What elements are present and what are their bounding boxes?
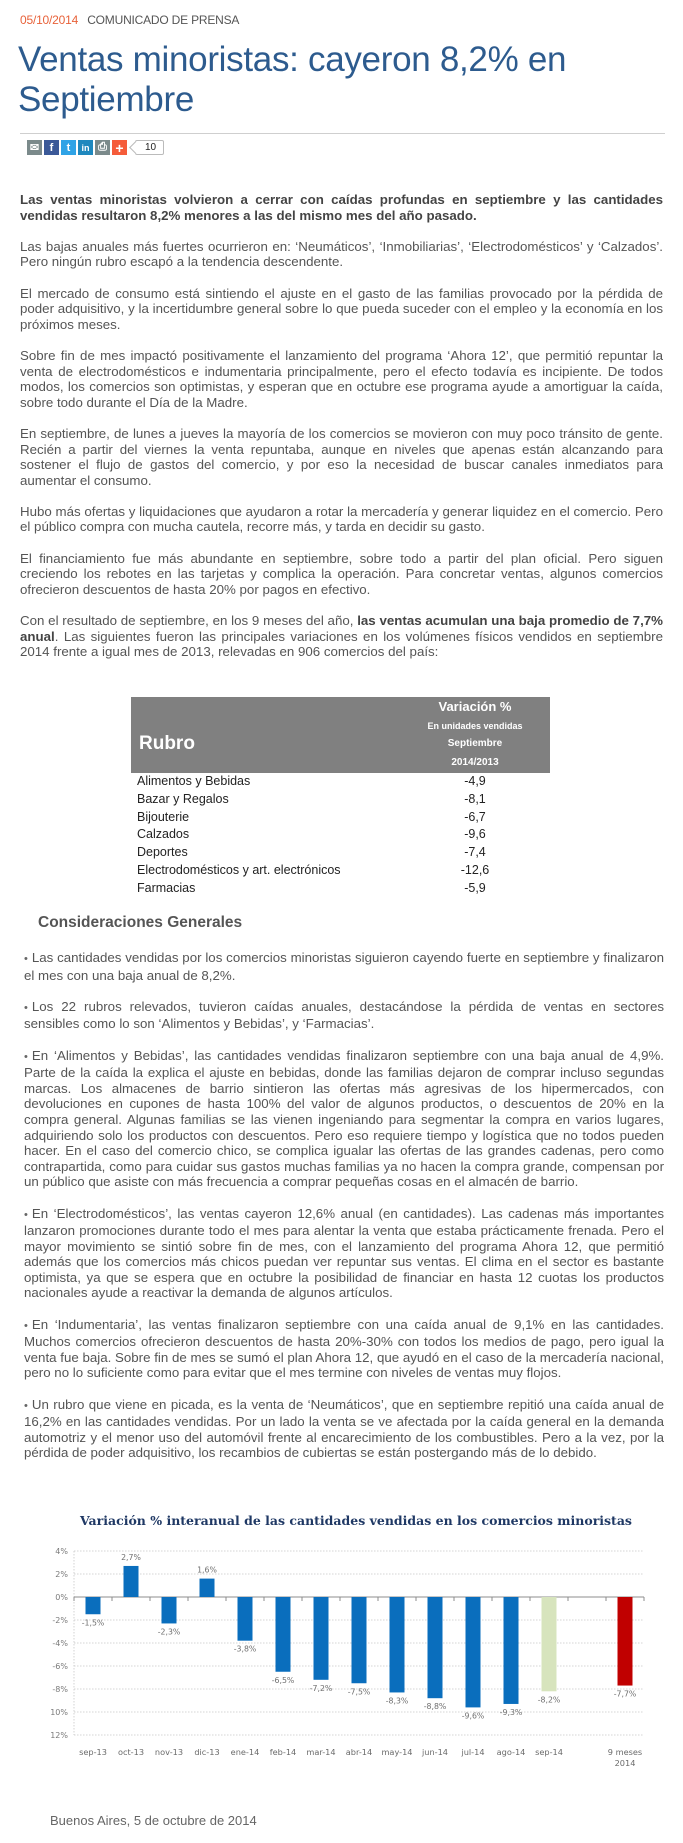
variation-chart bbox=[30, 1510, 683, 1795]
bar bbox=[86, 1597, 101, 1614]
bar bbox=[162, 1597, 177, 1623]
bullet-icon: • bbox=[24, 1001, 28, 1014]
consideration-text: En ‘Alimentos y Bebidas’, las cantidades vendidas finalizaron septiembre con una baja anual de 4,9%. Parte de la caída la explica el ajuste en bebidas, donde las familias dejaron de comprar incluso segundas marcas. Los almacenes de barrio sintieron las ofertas más agresivas de los hipermercados, con devoluciones en cupones de hasta 100% del valor de algunos productos, o descuentos de 20% en la compra general. Algunas familias se las vienen ingeniando para segmentar la compra en varios lugares, adquiriendo solo los productos con descuentos. Pero eso requiere tiempo y logística que no todos pueden hacer. En el caso del comercio chico, se complica igualar las ofertas de las grandes cadenas, pero como contrapartida, como para cuidar sus gastos muchas familias ya no hacen la compra grande, compensan por un público que asiste con más frecuencia a comprar pequeñas cosas en el almacén de barrio. bbox=[24, 1047, 664, 1190]
x-tick-label: feb-14 bbox=[269, 1747, 297, 1757]
bar bbox=[314, 1597, 329, 1680]
data-label: -2,3% bbox=[157, 1627, 181, 1637]
share-bar bbox=[27, 140, 164, 155]
data-label: -1,5% bbox=[81, 1618, 105, 1628]
bar bbox=[428, 1597, 443, 1698]
x-tick-label: ene-14 bbox=[230, 1747, 260, 1757]
y-tick-label: 2% bbox=[55, 1570, 68, 1579]
rubro-variation: -9,6 bbox=[464, 827, 486, 842]
text-span: Con el resultado de septiembre, en los 9 meses del año, bbox=[20, 613, 358, 629]
lead-paragraph: Las ventas minoristas volvieron a cerrar con caídas profundas en septiembre y las cantidades vendidas resultaron 8,2% menores a las del mismo mes del año pasado. bbox=[20, 192, 663, 223]
text-span: . Las siguientes fueron las principales variaciones en los volúmenes físicos vendidos en septiembre 2014 frente a igual mes de 2013, relevadas en 906 comercios del país: bbox=[20, 628, 663, 660]
table-row bbox=[131, 844, 550, 862]
table-row bbox=[131, 826, 550, 844]
article-meta bbox=[20, 13, 239, 27]
bullet-icon: • bbox=[24, 1208, 28, 1221]
y-tick-label: -8% bbox=[52, 1685, 68, 1694]
chart-svg bbox=[30, 1510, 683, 1795]
rubro-name: Calzados bbox=[137, 827, 190, 842]
rubro-name: Deportes bbox=[137, 845, 188, 860]
y-tick-label: -4% bbox=[52, 1639, 68, 1648]
bar bbox=[200, 1579, 215, 1597]
print-icon[interactable]: ⎙ bbox=[95, 140, 110, 155]
share-count: 10 bbox=[135, 140, 164, 155]
data-label: 1,6% bbox=[197, 1565, 217, 1575]
x-tick-label: may-14 bbox=[381, 1747, 413, 1757]
rubro-name: Alimentos y Bebidas bbox=[137, 774, 251, 788]
x-tick-label: jul-14 bbox=[461, 1747, 485, 1757]
bar bbox=[124, 1566, 139, 1597]
consideration-text: Los 22 rubros relevados, tuvieron caídas anuales, destacándose la pérdida de ventas en sectores sensibles como lo son ‘Alimentos y Bebidas’, y ‘Farmacias’. bbox=[24, 998, 664, 1032]
data-label: -6,5% bbox=[271, 1675, 295, 1685]
rubro-name: Farmacias bbox=[137, 880, 196, 895]
data-label: -8,2% bbox=[537, 1695, 561, 1705]
y-tick-label: -2% bbox=[52, 1616, 68, 1625]
bar bbox=[618, 1597, 633, 1686]
rubro-name: Bijouterie bbox=[137, 809, 190, 824]
consideration-item bbox=[24, 950, 664, 983]
x-tick-label: ago-14 bbox=[496, 1747, 526, 1757]
section-heading: Consideraciones Generales bbox=[38, 914, 243, 931]
linkedin-share-icon[interactable]: in bbox=[78, 140, 93, 155]
table-row bbox=[131, 862, 550, 880]
more-share-icon[interactable]: + bbox=[112, 140, 127, 155]
consideration-text: En ‘Indumentaria’, las ventas finalizaron septiembre con una caída anual de 9,1% en las cantidades. Muchos comercios ofrecieron descuentos de hasta 20%-30% con todos los medios de pago, pero igual la venta fue baja. Sobre fin de mes se sumó el plan Ahora 12, que ayudó en el caso de la mercadería nacional, pero no lo suficiente como para evitar que el mes termine con niveles de ventas muy flojos. bbox=[24, 1316, 664, 1381]
facebook-share-icon[interactable]: f bbox=[44, 140, 59, 155]
paragraph: En septiembre, de lunes a jueves la mayoría de los comercios se movieron con muy poco tránsito de gente. Recién a partir del viernes la venta repuntaba, aunque en niveles que apenas están alcanzando para sostener el flujo de gastos del comercio, y por eso la necesidad de buscar canales inmediatos para aumentar el consumo. bbox=[20, 425, 663, 488]
bar bbox=[276, 1597, 291, 1672]
table-row bbox=[131, 791, 550, 809]
bullet-icon: • bbox=[24, 1399, 28, 1412]
table-row bbox=[131, 809, 550, 827]
rubro-name: Bazar y Regalos bbox=[137, 791, 229, 806]
paragraph bbox=[20, 613, 663, 660]
consideration-text: En ‘Electrodomésticos’, las ventas cayeron 12,6% anual (en cantidades). Las cadenas más importantes lanzaron promociones durante todo el mes para alentar la venta que estaba prácticamente frenada. Pero el mayor movimiento se sintió sobre fin de mes, con el lanzamiento del programa Ahora 12, que permitió además que los comercios más chicos puedan ver repuntar sus ventas. El clima en el sector es bastante optimista, ya que se espera que en octubre la posibilidad de financiar en hasta 12 cuotas los productos nacionales ayude a reactivar la demanda de algunos artículos. bbox=[24, 1205, 664, 1301]
column-header-variacion bbox=[400, 697, 550, 773]
twitter-share-icon[interactable]: t bbox=[61, 140, 76, 155]
x-tick-label: sep-14 bbox=[535, 1747, 563, 1757]
y-tick-label: -6% bbox=[52, 1662, 68, 1671]
bar bbox=[504, 1597, 519, 1704]
x-tick-label: dic-13 bbox=[194, 1747, 220, 1757]
consideration-text: Las cantidades vendidas por los comercios minoristas siguieron cayendo fuerte en septiembre y finalizaron el mes con una baja anual de 8,2%. bbox=[24, 950, 664, 983]
x-tick-label-line: 2014 bbox=[614, 1758, 636, 1768]
rubro-variation: -6,7 bbox=[464, 809, 486, 824]
x-tick-label: abr-14 bbox=[345, 1747, 373, 1757]
footer-place-date: Buenos Aires, 5 de octubre de 2014 bbox=[50, 1813, 257, 1828]
rubro-name: Electrodomésticos y art. electrónicos bbox=[137, 862, 341, 877]
x-tick-label bbox=[608, 1747, 642, 1768]
rubro-variation: -8,1 bbox=[464, 791, 486, 806]
title-divider bbox=[20, 133, 665, 134]
x-tick-label: sep-13 bbox=[79, 1747, 107, 1757]
paragraph: Las bajas anuales más fuertes ocurrieron en: ‘Neumáticos’, ‘Inmobiliarias’, ‘Electrodomésticos’ y ‘Calzados’. Pero ningún rubro escapó a la tendencia descendente. bbox=[20, 238, 663, 270]
header-line: 2014/2013 bbox=[451, 757, 499, 768]
rubro-variation: -7,4 bbox=[464, 845, 486, 860]
data-label: -7,5% bbox=[347, 1687, 371, 1697]
email-share-icon[interactable]: ✉ bbox=[27, 140, 42, 155]
consideration-item bbox=[24, 999, 664, 1032]
y-tick-label: 12% bbox=[50, 1731, 68, 1740]
column-header-rubro: Rubro bbox=[131, 697, 400, 773]
data-label: -7,2% bbox=[309, 1683, 333, 1693]
article-body bbox=[20, 192, 663, 675]
chart-bars bbox=[86, 1566, 633, 1707]
chart-title: Variación % interanual de las cantidades vendidas en los comercios minoristas bbox=[80, 1513, 632, 1528]
x-tick-label: nov-13 bbox=[154, 1747, 184, 1757]
bar bbox=[542, 1597, 557, 1691]
y-tick-label: 0% bbox=[55, 1593, 68, 1602]
consideration-item bbox=[24, 1206, 664, 1302]
header-line: Septiembre bbox=[447, 738, 503, 749]
paragraph: El mercado de consumo está sintiendo el ajuste en el gasto de las familias provocado por la pérdida de poder adquisitivo, y la incertidumbre general sobre lo que pueda suceder con el empleo y la economía en los próximos meses. bbox=[20, 285, 663, 332]
paragraph: Hubo más ofertas y liquidaciones que ayudaron a rotar la mercadería y generar liquidez en el comercio. Pero el público compra con mucha cautela, recorre más, y tarda en decidir su gasto. bbox=[20, 503, 663, 535]
bar bbox=[390, 1597, 405, 1692]
considerations-list bbox=[24, 950, 664, 1477]
bar bbox=[466, 1597, 481, 1707]
data-label: -7,7% bbox=[613, 1689, 637, 1699]
x-tick-label: mar-14 bbox=[306, 1747, 336, 1757]
data-label: -9,6% bbox=[461, 1711, 485, 1721]
table-header-row bbox=[131, 697, 550, 773]
data-label: 2,7% bbox=[121, 1552, 141, 1562]
x-tick-label: jun-14 bbox=[421, 1747, 449, 1757]
y-tick-label: 10% bbox=[50, 1708, 68, 1717]
consideration-item bbox=[24, 1397, 664, 1461]
bar bbox=[352, 1597, 367, 1683]
y-tick-label: 4% bbox=[55, 1547, 68, 1556]
bold-highlight: las ventas acumulan una baja promedio de 7,7% anual bbox=[20, 613, 663, 644]
table-row bbox=[131, 880, 550, 898]
data-label: -8,3% bbox=[385, 1696, 409, 1706]
rubro-variation: -12,6 bbox=[460, 862, 490, 877]
paragraph: El financiamiento fue más abundante en septiembre, sobre todo a partir del plan oficial. Pero siguen creciendo los rebotes en las tarjetas y complica la operación. Para concretar ventas, algunos comercios ofrecieron descuentos de hasta 20% por pagos en efectivo. bbox=[20, 550, 663, 597]
x-tick-label: oct-13 bbox=[117, 1747, 145, 1757]
bullet-icon: • bbox=[24, 953, 28, 965]
bullet-icon: • bbox=[24, 1050, 28, 1063]
consideration-text: Un rubro que viene en picada, es la venta de ‘Neumáticos’, que en septiembre repitió una caída anual de 16,2% en las cantidades vendidas. Por un lado la venta se ve afectada por la caída general en la demanda automotriz y el menor uso del automóvil frente al encarecimiento de los combustibles. Pero a la vez, por la pérdida de poder adquisitivo, los recambios de cubiertas se están postergando más de lo debido. bbox=[24, 1396, 664, 1461]
article-kind: COMUNICADO DE PRENSA bbox=[87, 13, 240, 27]
consideration-item bbox=[24, 1317, 664, 1381]
data-label: -3,8% bbox=[233, 1644, 257, 1654]
bullet-icon: • bbox=[24, 1319, 28, 1332]
rubro-variation: -4,9 bbox=[464, 774, 486, 788]
consideration-item bbox=[24, 1048, 664, 1190]
data-label: -8,8% bbox=[423, 1702, 447, 1712]
x-tick-label-line: 9 meses bbox=[607, 1747, 643, 1757]
data-label: -9,3% bbox=[499, 1707, 523, 1717]
publish-date: 05/10/2014 bbox=[20, 13, 79, 27]
rubro-variation: -5,9 bbox=[464, 880, 486, 895]
header-line: Variación % bbox=[438, 699, 512, 714]
bar bbox=[238, 1597, 253, 1641]
paragraph: Sobre fin de mes impactó positivamente el lanzamiento del programa ‘Ahora 12’, que permitió repuntar la venta de electrodomésticos e indumentaria principalmente, pero el efecto todavía es incipiente. De todos modos, los comercios son optimistas, y esperan que en octubre ese programa ayude a amortiguar la caída, sobre todo durante el Día de la Madre. bbox=[20, 347, 663, 410]
page-title: Ventas minoristas: cayeron 8,2% en Septiembre bbox=[18, 40, 567, 119]
header-line: En unidades vendidas bbox=[427, 721, 523, 731]
rubros-table bbox=[131, 697, 550, 898]
table-row bbox=[131, 773, 550, 791]
